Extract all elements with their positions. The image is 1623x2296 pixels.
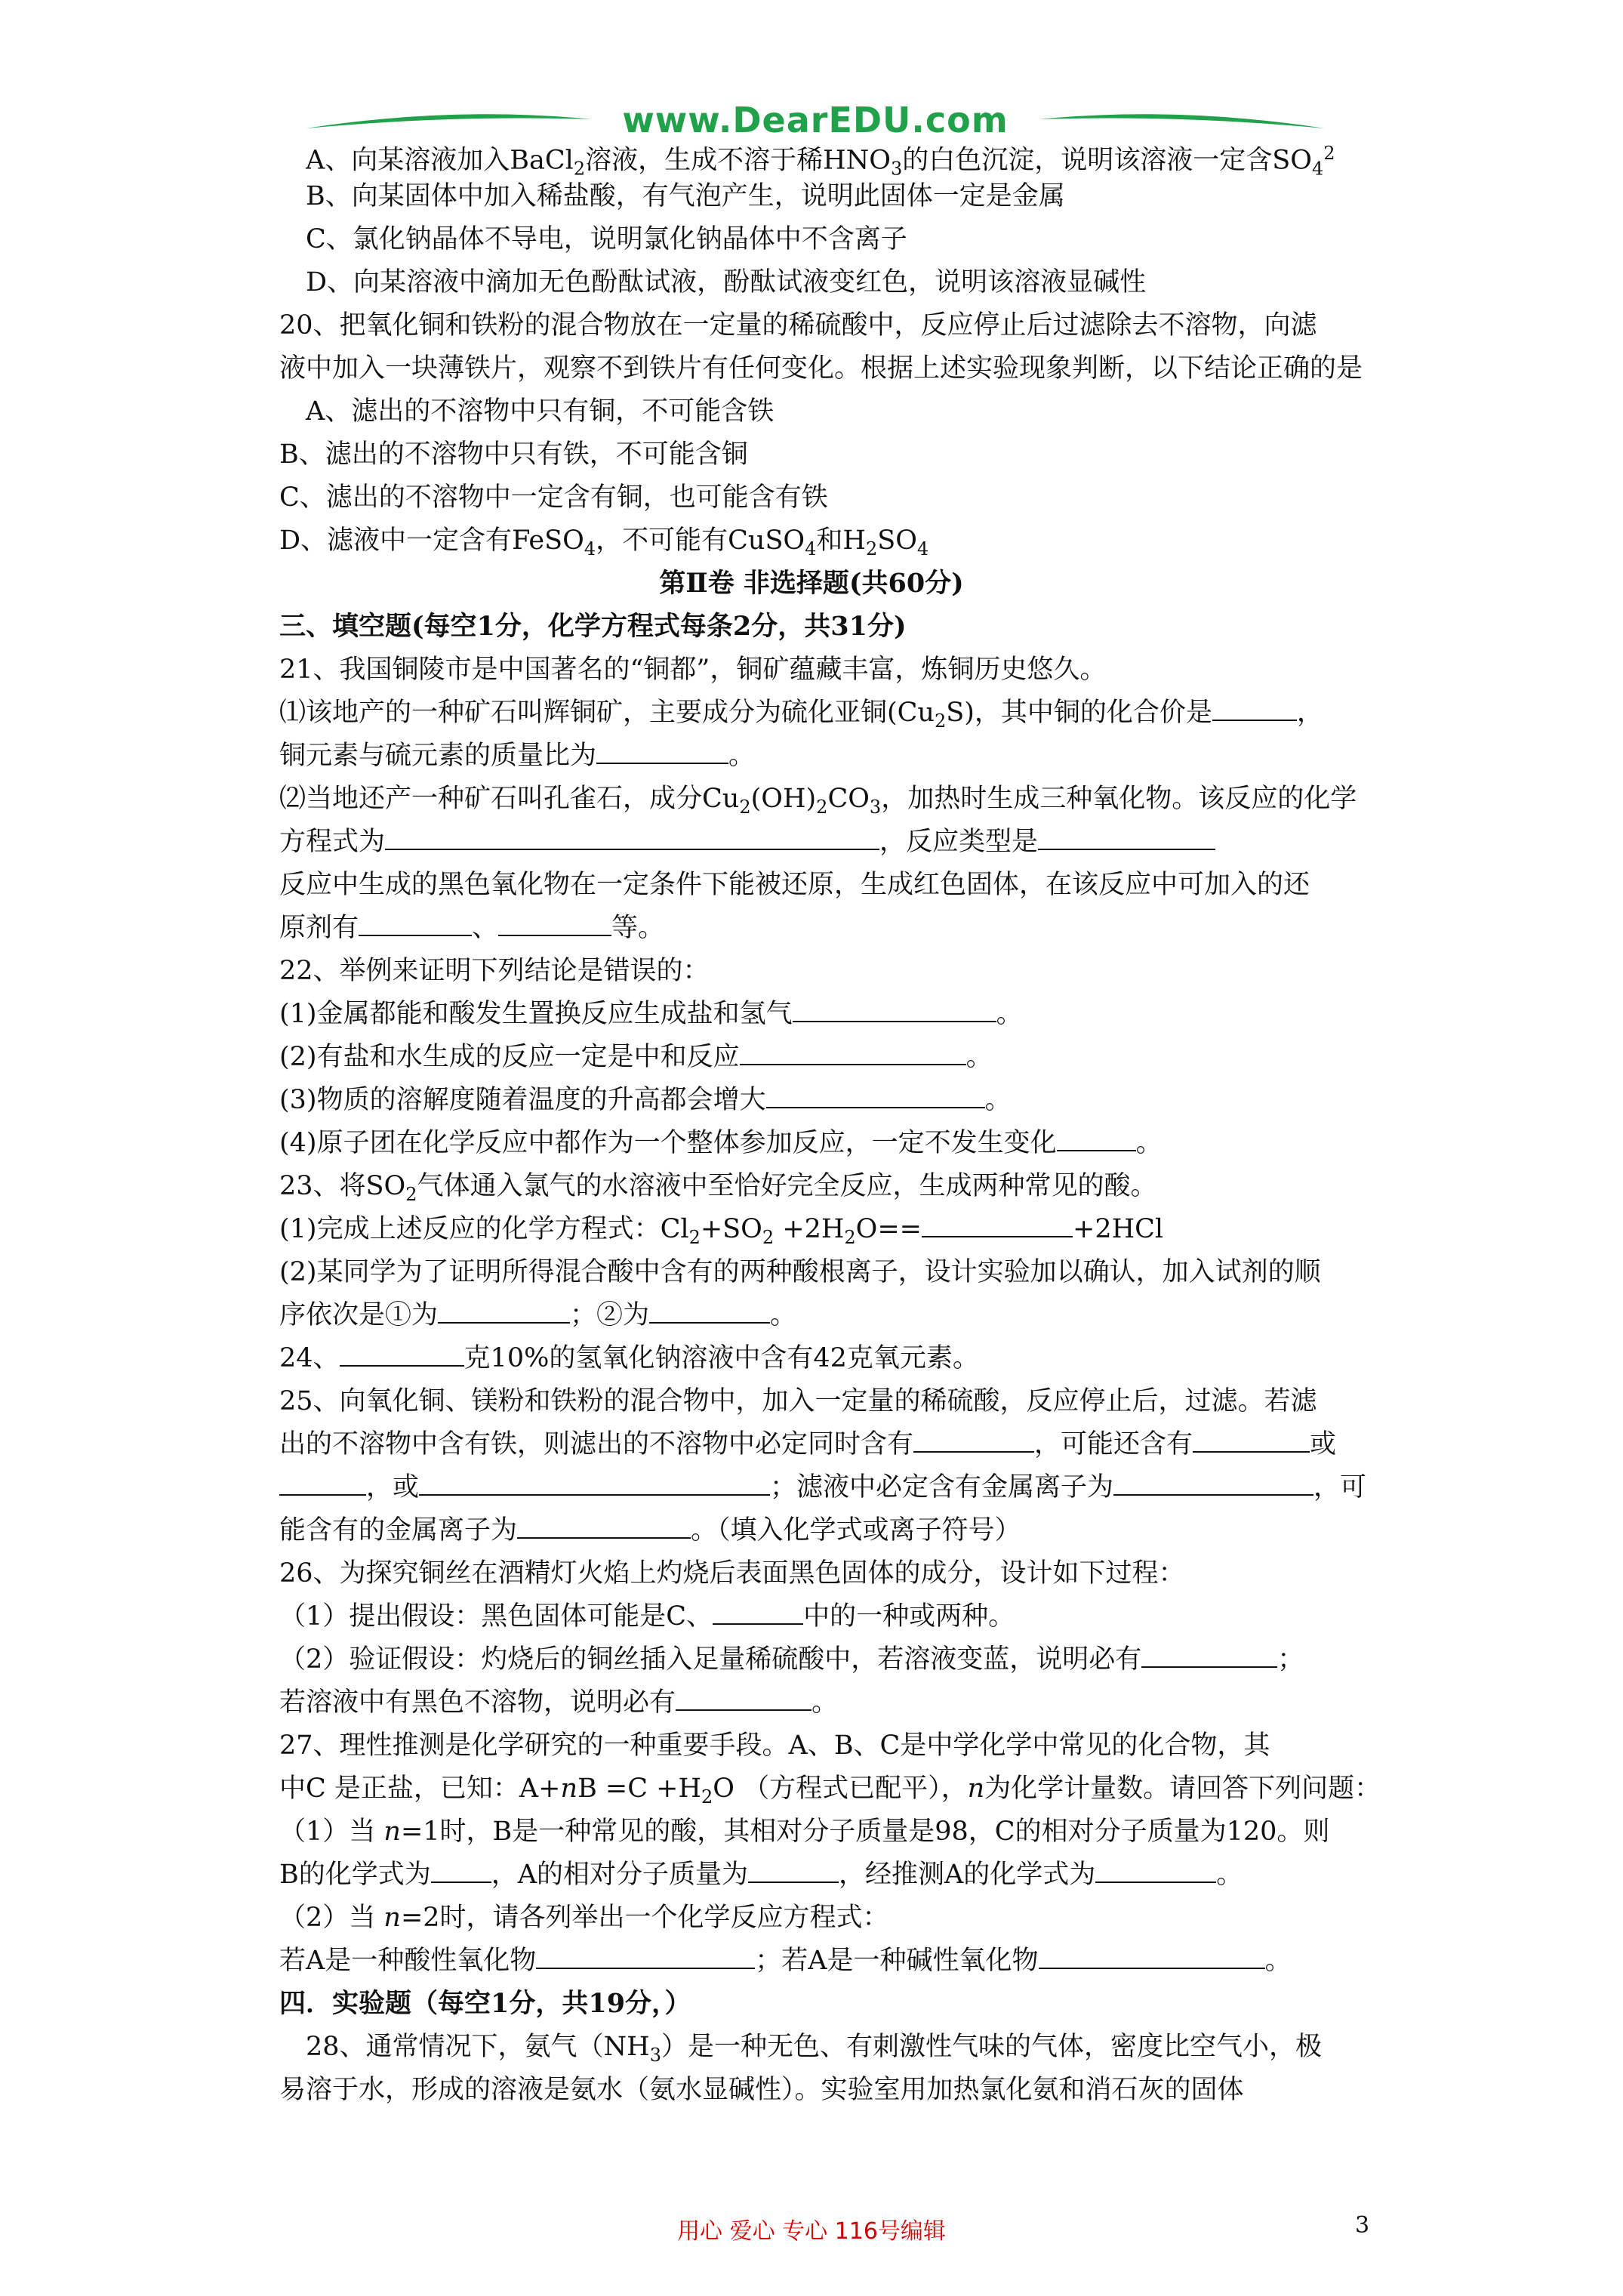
q21-part-1a: ⑴该地产的一种矿石叫辉铜矿，主要成分为硫化亚铜$(Cu_2S)$，其中铜的化合价是 ，: [279, 694, 1323, 740]
q25-line-1: 25、向氧化铜、镁粉和铁粉的混合物中，加入一定量的稀硫酸，反应停止后，过滤。若滤: [279, 1386, 1317, 1416]
answer-blank[interactable]: [596, 738, 728, 764]
answer-blank[interactable]: [713, 1599, 803, 1625]
q19-option-d: D、向某溶液中滴加无色酚酞试液，酚酞试液变红色，说明该溶液显碱性: [306, 267, 1147, 297]
q28-line-1: 28、通常情况下，氨气$(NH_3)$是一种无色、有刺激性气味的气体，密度比空气小，极: [306, 2032, 1322, 2066]
q19-option-b: B、向某固体中加入稀盐酸，有气泡产生，说明此固体一定是金属: [306, 181, 1065, 211]
q27-line-4: B的化学式为 ，A的相对分子质量为 ，经推测A的化学式为 。: [279, 1856, 1243, 1894]
answer-blank[interactable]: [676, 1685, 812, 1711]
q20-option-a: A、滤出的不溶物中只有铜，不可能含铁: [306, 396, 775, 427]
q20-option-d: D、滤液中一定含有FeSO$_4$，不可能有CuSO$_4$和$H_2SO_4$: [279, 525, 929, 559]
answer-blank[interactable]: [340, 1341, 464, 1367]
part-2-title: 第Ⅱ卷 非选择题(共60分): [659, 568, 964, 599]
q27-line-5: （2）当 n=2时，请各列举出一个化学反应方程式：: [279, 1903, 889, 1933]
q20-stem-1: 20、把氧化铜和铁粉的混合物放在一定量的稀硫酸中，反应停止后过滤除去不溶物，向滤: [279, 310, 1317, 341]
q26-part-3: 若溶液中有黑色不溶物，说明必有 。: [279, 1684, 838, 1721]
q20-option-c: C、滤出的不溶物中一定含有铜，也可能含有铁: [279, 482, 828, 513]
q26-part-1: （1）提出假设：黑色固体可能是C、 中的一种或两种。: [279, 1598, 1015, 1635]
q22-stem: 22、举例来证明下列结论是错误的：: [279, 956, 710, 986]
answer-blank[interactable]: [438, 1298, 570, 1324]
q23-stem: 23、将$SO_2$气体通入氯气的水溶液中至恰好完全反应，生成两种常见的酸。: [279, 1171, 1157, 1205]
answer-blank[interactable]: [1039, 1943, 1265, 1969]
q27-line-2: 中C 是正盐，已知：$A+nB =C +H_2O$ （方程式已配平），n为化学计量数。请回答下列问题：: [279, 1774, 1381, 1808]
q22-item-3: (3)物质的溶解度随着温度的升高都会增大 。: [279, 1081, 1012, 1119]
q20-option-b: B、滤出的不溶物中只有铁，不可能含铜: [279, 439, 748, 470]
q23-part-2b: 序依次是①为 ；②为 。: [279, 1296, 796, 1334]
q27-line-3: （1）当 n=1时，B是一种常见的酸，其相对分子质量是98，C的相对分子质量为120。则: [279, 1817, 1330, 1847]
q25-line-2: 出的不溶物中含有铁，则滤出的不溶物中必定同时含有 ，可能还含有 或: [279, 1425, 1336, 1463]
q27-line-6: 若A是一种酸性氧化物 ；若A是一种碱性氧化物 。: [279, 1942, 1292, 1980]
footer-text: 用心 爱心 专心 116号编辑: [677, 2218, 946, 2245]
q21-part-1b: 铜元素与硫元素的质量比为 。: [279, 737, 755, 775]
answer-blank[interactable]: [359, 911, 472, 936]
answer-blank[interactable]: [1141, 1642, 1277, 1668]
site-url: www.DearEDU.com: [622, 100, 1009, 140]
q26-part-2: （2）验证假设：灼烧后的铜丝插入足量稀硫酸中，若溶液变蓝，说明必有 ；: [279, 1641, 1304, 1678]
right-swoosh-icon: [1034, 106, 1329, 136]
q25-line-3: ，或 ；滤液中必定含有金属离子为 ，可: [279, 1469, 1366, 1506]
answer-blank[interactable]: [922, 1212, 1073, 1237]
q21-part-3a: 反应中生成的黑色氧化物在一定条件下能被还原，生成红色固体，在该反应中可加入的还: [279, 870, 1310, 900]
q21-part-3b: 原剂有 、 等。: [279, 909, 664, 947]
q21-part-2a: ⑵当地还产一种矿石叫孔雀石，成分$Cu_2(OH)_2CO_3$，加热时生成三种氧化物。该反应的化学: [279, 784, 1357, 818]
q19-option-a: A、向某溶液加入BaCl$_2$溶液，生成不溶于稀$HNO_3$的白色沉淀，说明该溶液一定含$SO_4^2$: [306, 143, 1335, 180]
answer-blank[interactable]: [1193, 1427, 1310, 1453]
q27-line-1: 27、理性推测是化学研究的一种重要手段。A、B、C是中学化学中常见的化合物，其: [279, 1730, 1270, 1761]
q21-part-2b: 方程式为 ，反应类型是: [279, 823, 1215, 861]
answer-blank[interactable]: [431, 1857, 491, 1883]
answer-blank[interactable]: [1038, 824, 1215, 850]
page-number: 3: [1355, 2212, 1370, 2239]
q28-line-2: 易溶于水，形成的溶液是氨水（氨水显碱性）。实验室用加热氯化氨和消石灰的固体: [279, 2075, 1244, 2105]
q20-stem-2: 液中加入一块薄铁片，观察不到铁片有任何变化。根据上述实验现象判断，以下结论正确的是: [279, 353, 1363, 384]
answer-blank[interactable]: [517, 1513, 691, 1539]
answer-blank[interactable]: [748, 1857, 839, 1883]
q21-stem: 21、我国铜陵市是中国著名的“铜都”，铜矿蕴藏丰富，炼铜历史悠久。: [279, 655, 1107, 685]
answer-blank[interactable]: [1113, 1470, 1313, 1496]
q24: 24、 克10%的氢氧化钠溶液中含有42克氧元素。: [279, 1339, 979, 1377]
answer-blank[interactable]: [766, 1083, 985, 1108]
answer-blank[interactable]: [1212, 695, 1297, 721]
answer-blank[interactable]: [536, 1943, 755, 1969]
answer-blank[interactable]: [793, 997, 996, 1022]
q22-item-1: (1)金属都能和酸发生置换反应生成盐和氢气 。: [279, 995, 1023, 1033]
answer-blank[interactable]: [419, 1470, 770, 1496]
answer-blank[interactable]: [649, 1298, 770, 1324]
q23-part-1: (1)完成上述反应的化学方程式：$Cl_2+SO_2 +2H_2O== +2HCl$: [279, 1210, 1163, 1256]
section-4-title: 四．实验题（每空1分，共19分，）: [279, 1988, 691, 2019]
answer-blank[interactable]: [1095, 1857, 1216, 1883]
answer-blank[interactable]: [1057, 1126, 1136, 1151]
q23-part-2a: (2)某同学为了证明所得混合酸中含有的两种酸根离子，设计实验加以确认，加入试剂的顺: [279, 1257, 1321, 1287]
q22-item-4: (4)原子团在化学反应中都作为一个整体参加反应，一定不发生变化 。: [279, 1124, 1163, 1162]
answer-blank[interactable]: [913, 1427, 1034, 1453]
answer-blank[interactable]: [279, 1470, 366, 1496]
q25-line-4: 能含有的金属离子为 。（填入化学式或离子符号）: [279, 1512, 1021, 1549]
q19-option-c: C、氯化钠晶体不导电，说明氯化钠晶体中不含离子: [306, 224, 907, 254]
answer-blank[interactable]: [740, 1040, 966, 1065]
answer-blank[interactable]: [498, 911, 611, 936]
q22-item-2: (2)有盐和水生成的反应一定是中和反应 。: [279, 1038, 993, 1076]
q26-stem: 26、为探究铜丝在酒精灯火焰上灼烧后表面黑色固体的成分，设计如下过程：: [279, 1558, 1185, 1589]
section-3-title: 三、填空题(每空1分，化学方程式每条2分，共31分): [279, 611, 907, 642]
answer-blank[interactable]: [385, 824, 879, 850]
